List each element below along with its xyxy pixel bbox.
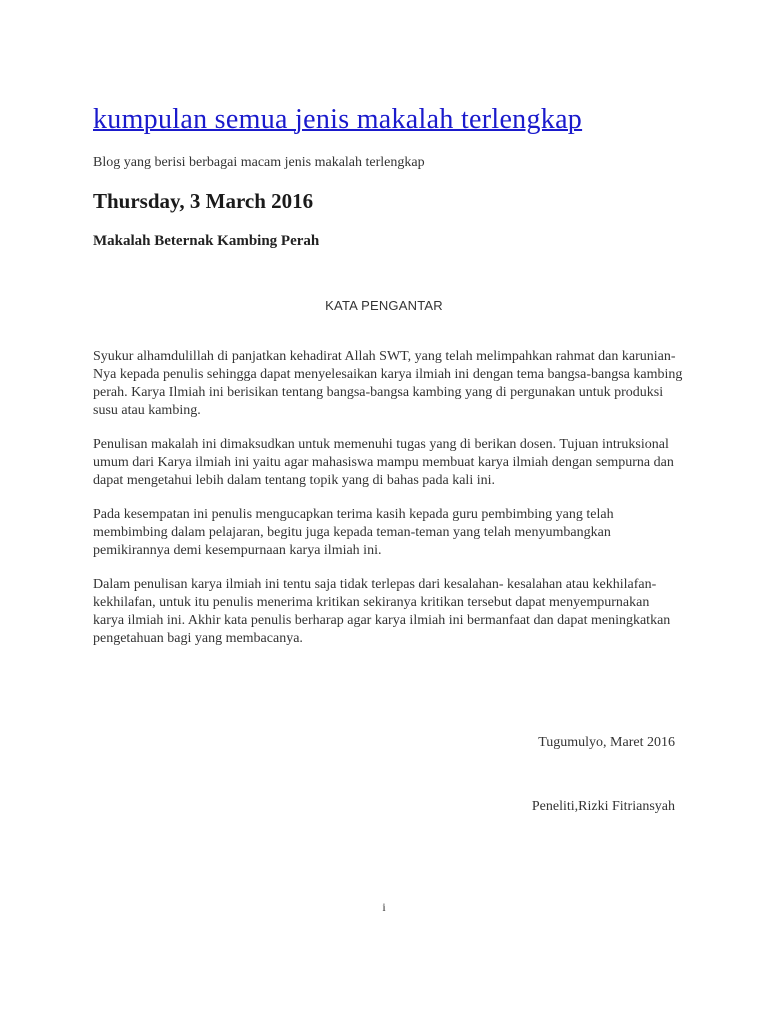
- post-title: Makalah Beternak Kambing Perah: [93, 233, 320, 249]
- paragraph-4: Dalam penulisan karya ilmiah ini tentu saja tidak terlepas dari kesalahan- kesalahan atau kekhilafan-kekhilafan, untuk itu penulis menerima kritikan sekiranya kritikan tersebut dapat menyempurnakan karya ilmiah ini. Akhir kata penulis berharap agar karya ilmiah ini bermanfaat dan dapat meningkatkan pengetahuan bagi yang membacanya.: [93, 577, 671, 646]
- page-number: i: [382, 900, 386, 914]
- blog-title-link[interactable]: kumpulan semua jenis makalah terlengkap: [93, 104, 583, 135]
- place-date: Tugumulyo, Maret 2016: [538, 735, 675, 750]
- blog-description: Blog yang berisi berbagai macam jenis makalah terlengkap: [93, 155, 425, 170]
- blog-title: [93, 104, 582, 136]
- body-text: [93, 348, 683, 664]
- post-date: Thursday, 3 March 2016: [93, 189, 314, 213]
- paragraph-2: Penulisan makalah ini dimaksudkan untuk memenuhi tugas yang di berikan dosen. Tujuan intruksional umum dari Karya ilmiah ini yaitu agar mahasiswa mampu membuat karya ilmiah dengan sempurna dan dapat mengetahui lebih dalam tentang topik yang di bahas pada kali ini.: [93, 437, 674, 488]
- paragraph-1: Syukur alhamdulillah di panjatkan kehadirat Allah SWT, yang telah melimpahkan rahmat dan karunian-Nya kepada penulis sehingga dapat menyelesaikan karya ilmiah ini dengan tema bangsa-bangsa kambing perah. Karya Ilmiah ini berisikan tentang bangsa-bangsa kambing yang di pergunakan untuk produksi susu atau kambing.: [93, 349, 683, 418]
- paragraph-3: Pada kesempatan ini penulis mengucapkan terima kasih kepada guru pembimbing yang telah membimbing dalam pelajaran, begitu juga kepada teman-teman yang telah menyumbangkan pemikirannya demi kesempurnaan karya ilmiah ini.: [93, 507, 614, 558]
- signature: Peneliti,Rizki Fitriansyah: [531, 799, 675, 814]
- section-heading: KATA PENGANTAR: [325, 298, 443, 313]
